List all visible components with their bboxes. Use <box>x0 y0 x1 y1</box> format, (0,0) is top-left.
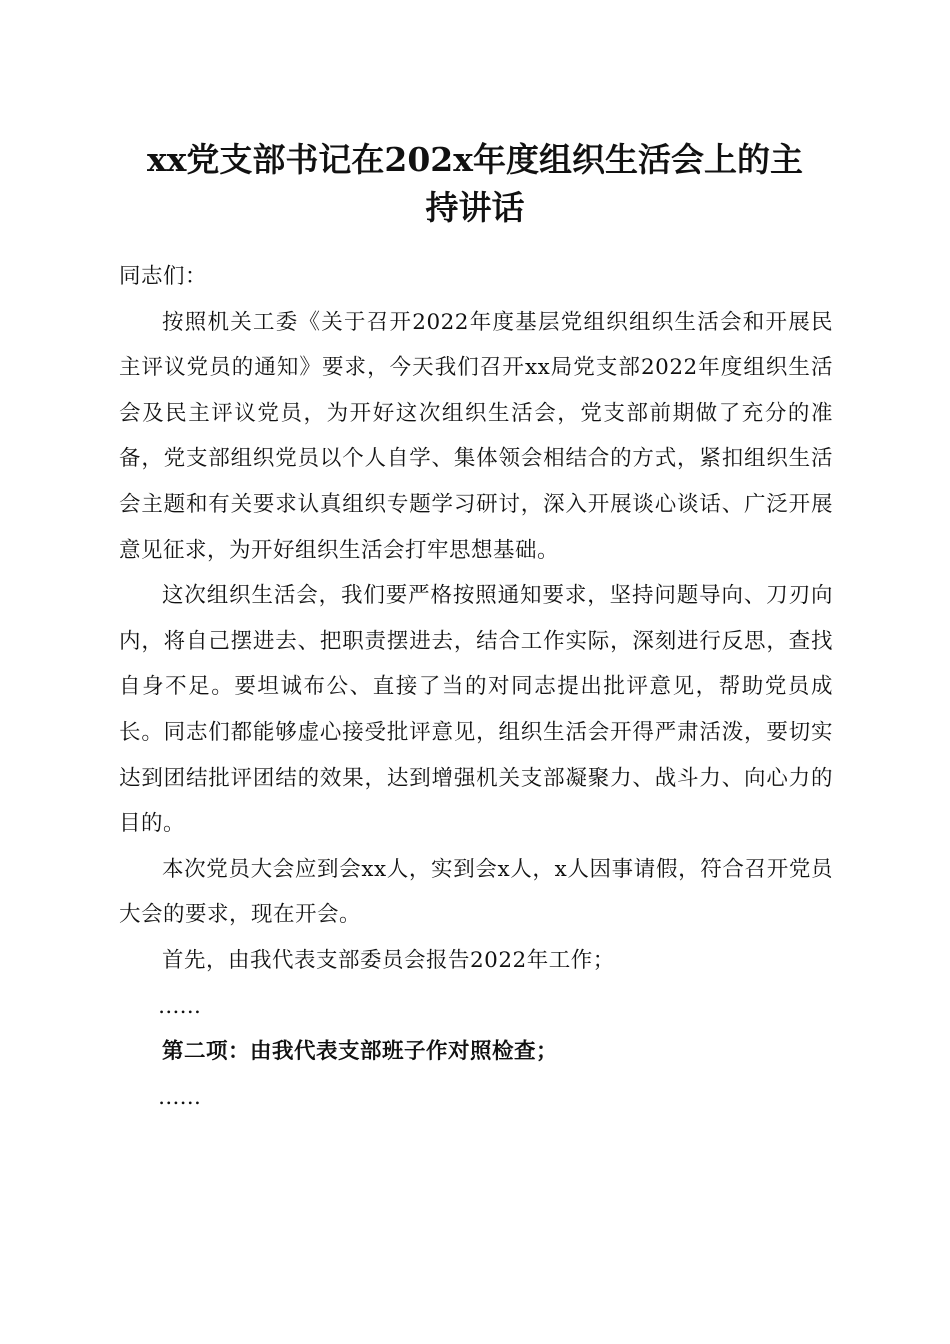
agenda-item-2: 第二项：由我代表支部班子作对照检查； <box>162 1039 559 1065</box>
ellipsis-1: …… <box>158 993 201 1019</box>
paragraph-4: 首先，由我代表支部委员会报告2022年工作； <box>162 947 615 973</box>
title-line-2: 持讲话 <box>425 188 525 227</box>
salutation: 同志们： <box>119 264 208 289</box>
document-title <box>100 136 850 232</box>
ellipsis-2: …… <box>158 1084 201 1110</box>
paragraph-3: 本次党员大会应到会xx人，实到会x人，x人因事请假，符合召开党员大会的要求，现在开会。 <box>119 856 833 928</box>
paragraph-2: 这次组织生活会，我们要严格按照通知要求，坚持问题导向、刀刃向内，将自己摆进去、把职责摆进去，结合工作实际，深刻进行反思，查找自身不足。要坦诚布公、直接了当的对同志提出批评意见，帮助党员成长。同志们都能够虚心接受批评意见，组织生活会开得严肃活泼，要切实达到团结批评团结的效果，达到增强机关支部凝聚力、战斗力、向心力的目的。 <box>119 583 833 837</box>
document-body <box>119 254 833 1120</box>
paragraph-1: 按照机关工委《关于召开2022年度基层党组织组织生活会和开展民主评议党员的通知》要求，今天我们召开xx局党支部2022年度组织生活会及民主评议党员，为开好这次组织生活会，党支部前期做了充分的准备，党支部组织党员以个人自学、集体领会相结合的方式，紧扣组织生活会主题和有关要求认真组织专题学习研讨，深入开展谈心谈话、广泛开展意见征求，为开好组织生活会打牢思想基础。 <box>119 309 833 563</box>
title-line-1: xx党支部书记在202x年度组织生活会上的主 <box>147 140 803 179</box>
